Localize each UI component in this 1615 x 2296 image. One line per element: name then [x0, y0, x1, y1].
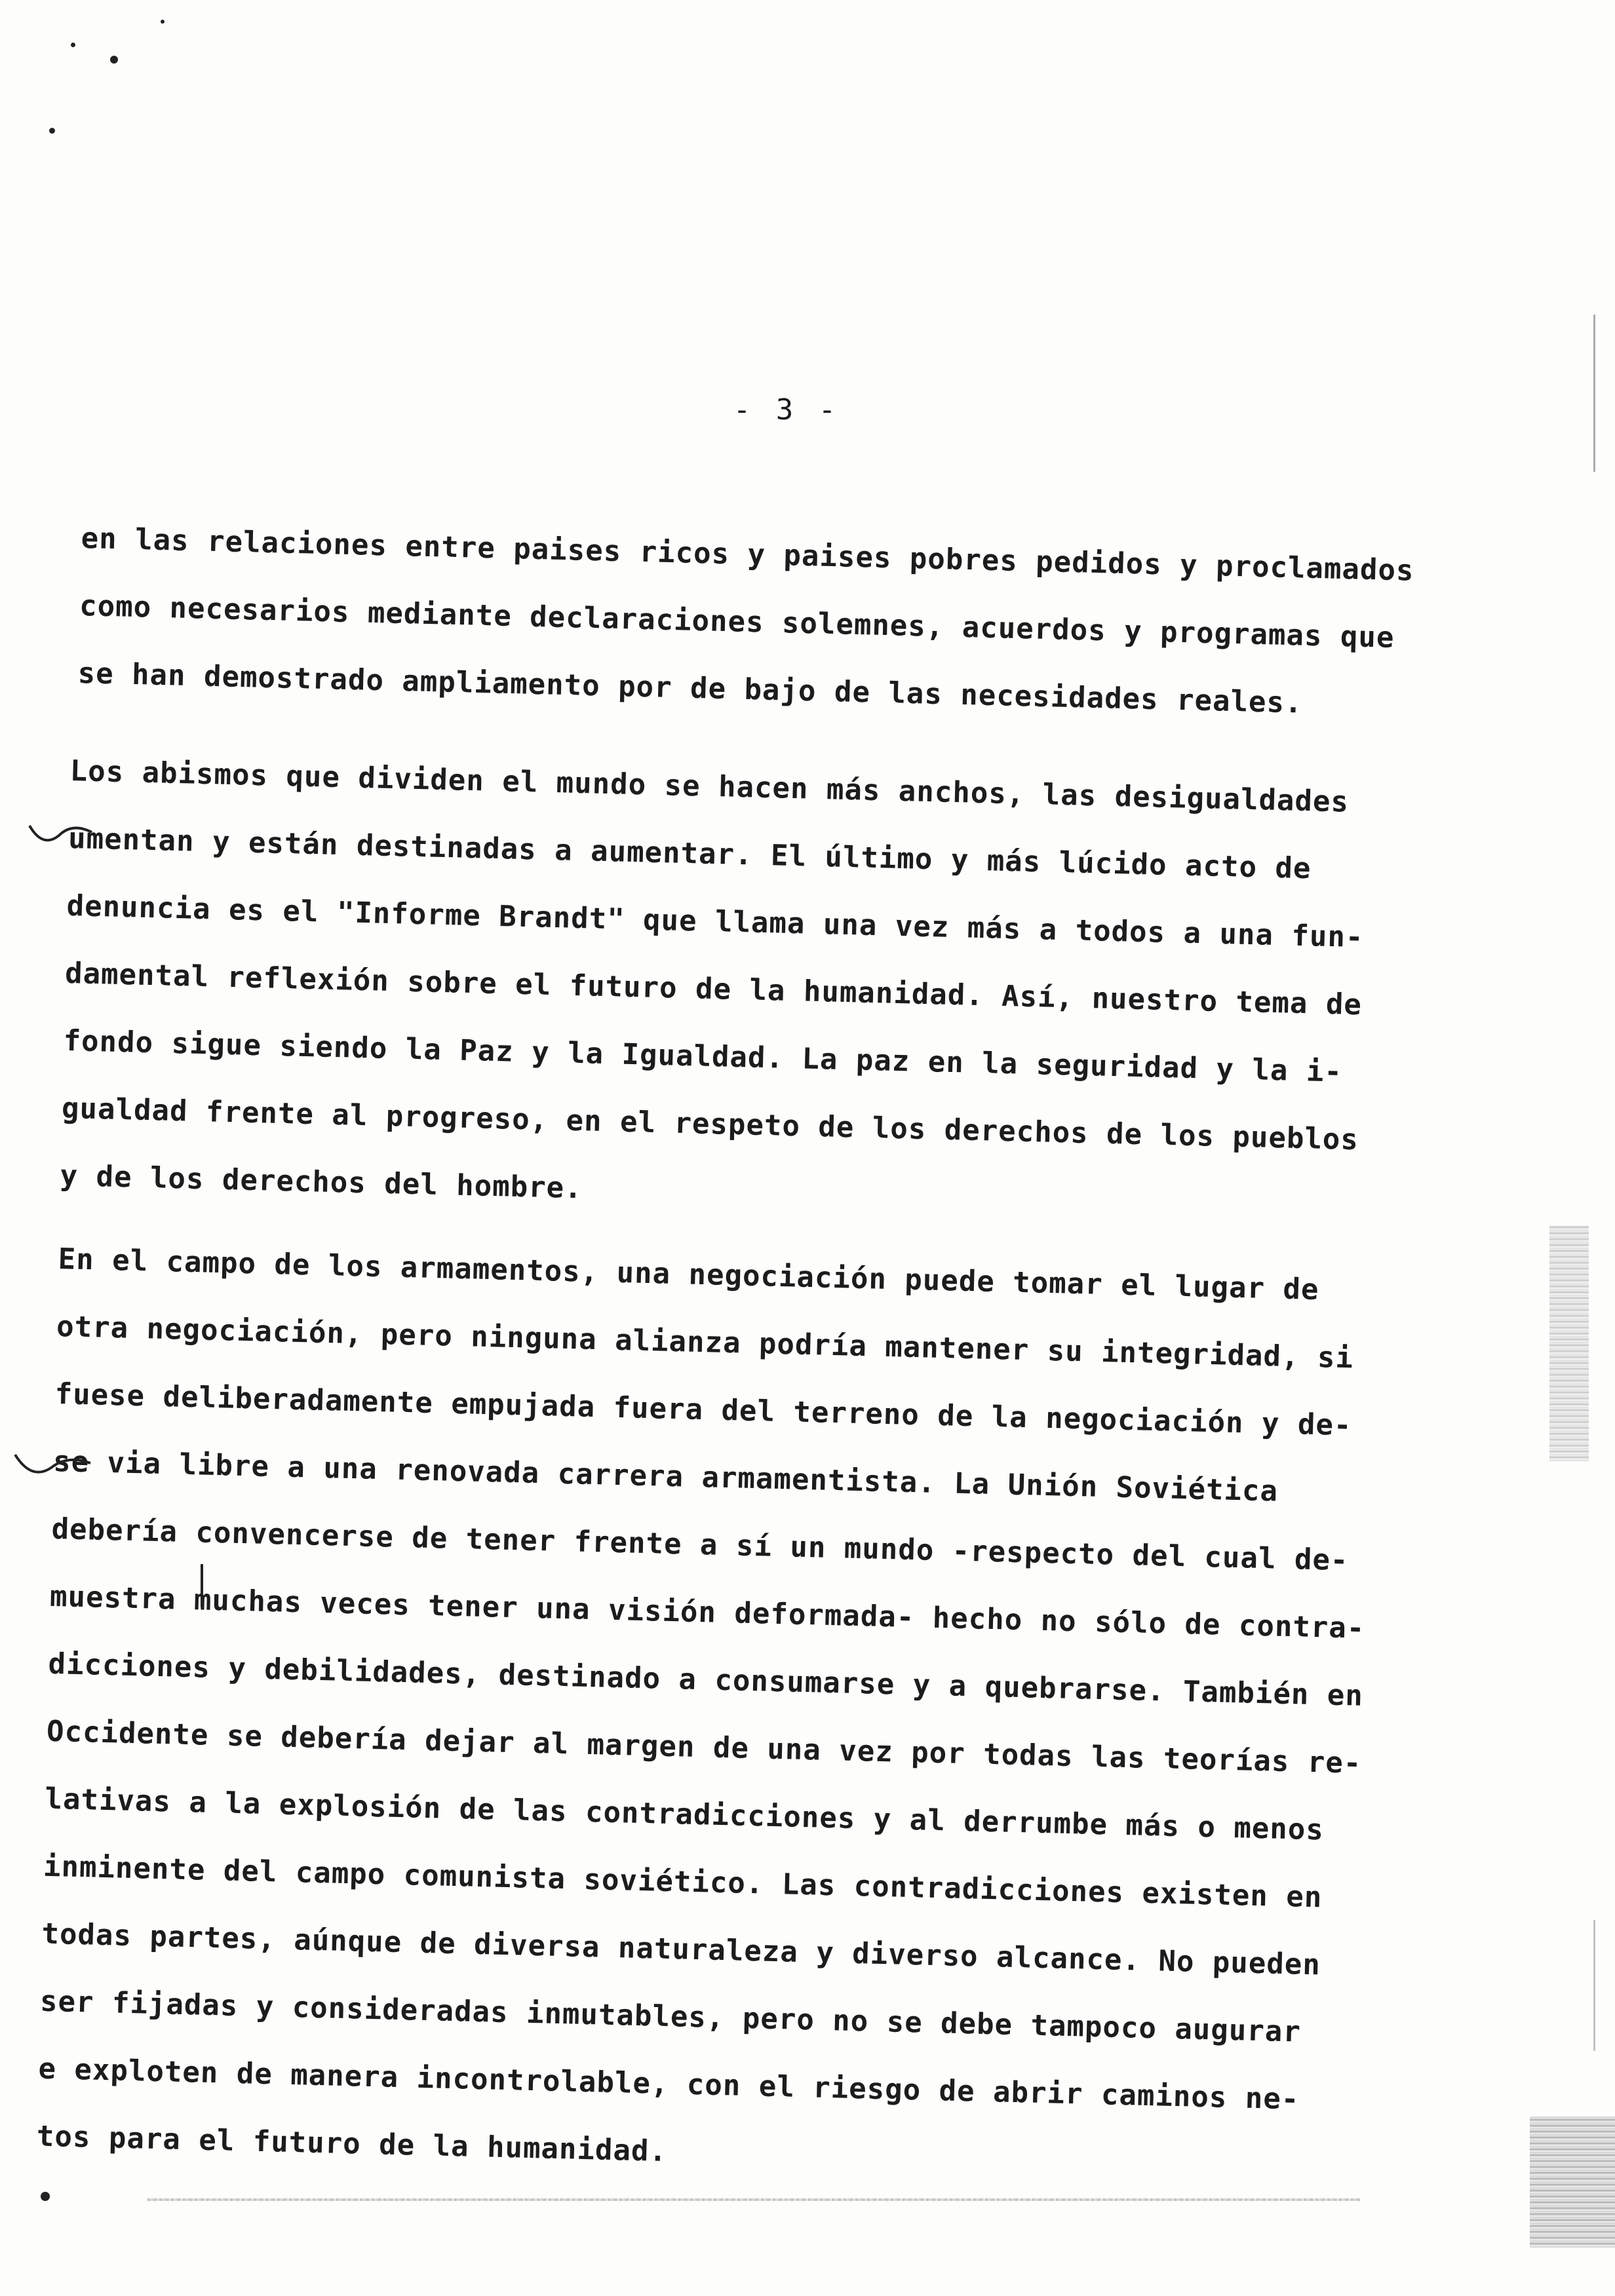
- scan-edge-artifact: [1530, 2116, 1615, 2248]
- text-line: todas partes, aúnque de diversa naturaleza y diverso alcance. No pueden: [41, 1917, 1321, 1982]
- text-line: tos para el futuro de la humanidad.: [36, 2119, 668, 2169]
- text-line: Los abismos que dividen el mundo se hacen más anchos, las desigualdades: [69, 754, 1350, 819]
- text-line: inminente del campo comunista soviético. Las contradicciones existen en: [43, 1849, 1323, 1915]
- margin-correction-mark: [26, 813, 98, 852]
- paragraph-3: [36, 1225, 1374, 2202]
- scan-edge-line: [1593, 1920, 1595, 2051]
- text-line: muestra muchas veces tener una visión deformada- hecho no sólo de contra-: [49, 1579, 1365, 1645]
- scan-edge-line: [1593, 315, 1595, 472]
- scan-speck: [41, 2192, 50, 2201]
- text-line: otra negociación, pero ninguna alianza podría mantener su integridad, si: [56, 1309, 1354, 1375]
- margin-correction-mark: [12, 1445, 97, 1484]
- text-line: damental reflexión sobre el futuro de la humanidad. Así, nuestro tema de: [64, 956, 1363, 1022]
- page-number: - 3 -: [733, 393, 840, 427]
- text-line: gualdad frente al progreso, en el respeto de los derechos de los pueblos: [61, 1091, 1359, 1157]
- text-line: fuese deliberadamente empujada fuera del terreno de la negociación y de-: [54, 1377, 1353, 1443]
- bottom-scan-rule: [147, 2198, 1360, 2201]
- text-line: fondo sigue siendo la Paz y la Igualdad. La paz en la seguridad y la i-: [63, 1024, 1343, 1089]
- text-line: Occidente se debería dejar al margen de una vez por todas las teorías re-: [46, 1714, 1362, 1780]
- text-line: debería convencerse de tener frente a sí un mundo -respecto del cual de-: [51, 1512, 1350, 1578]
- text-line: en las relaciones entre paises ricos y paises pobres pedidos y proclamados: [81, 521, 1415, 588]
- text-line: denuncia es el "Informe Brandt" que llama una vez más a todos a una fun-: [66, 889, 1365, 955]
- paragraph-2: [59, 737, 1367, 1241]
- text-line: umentan y están destinadas a aumentar. El último y más lúcido acto de: [68, 821, 1312, 886]
- text-line: dicciones y debilidades, destinado a consumarse y a quebrarse. También en: [48, 1647, 1364, 1713]
- text-line: lativas a la explosión de las contradicciones y al derrumbe más o menos: [44, 1782, 1325, 1847]
- scan-edge-artifact: [1549, 1225, 1589, 1461]
- scan-speck: [110, 56, 118, 64]
- text-line: y de los derechos del hombre.: [60, 1158, 583, 1206]
- text-line: se via libre a una renovada carrera armamentista. La Unión Soviética: [52, 1444, 1279, 1508]
- text-line: como necesarios mediante declaraciones solemnes, acuerdos y programas que: [79, 588, 1395, 655]
- scan-speck: [161, 20, 165, 24]
- text-line: e exploten de manera incontrolable, con el riesgo de abrir caminos ne-: [37, 2052, 1300, 2116]
- text-line: ser fijadas y consideradas inmutables, pero no se debe tampoco augurar: [39, 1984, 1302, 2049]
- scan-speck: [49, 128, 55, 134]
- text-line: En el campo de los armamentos, una negociación puede tomar el lugar de: [58, 1242, 1320, 1307]
- paragraph-1: [77, 505, 1414, 740]
- scan-speck: [71, 43, 75, 47]
- insertion-mark: [195, 1563, 208, 1609]
- text-line: se han demostrado ampliamento por de bajo de las necesidades reales.: [77, 656, 1304, 720]
